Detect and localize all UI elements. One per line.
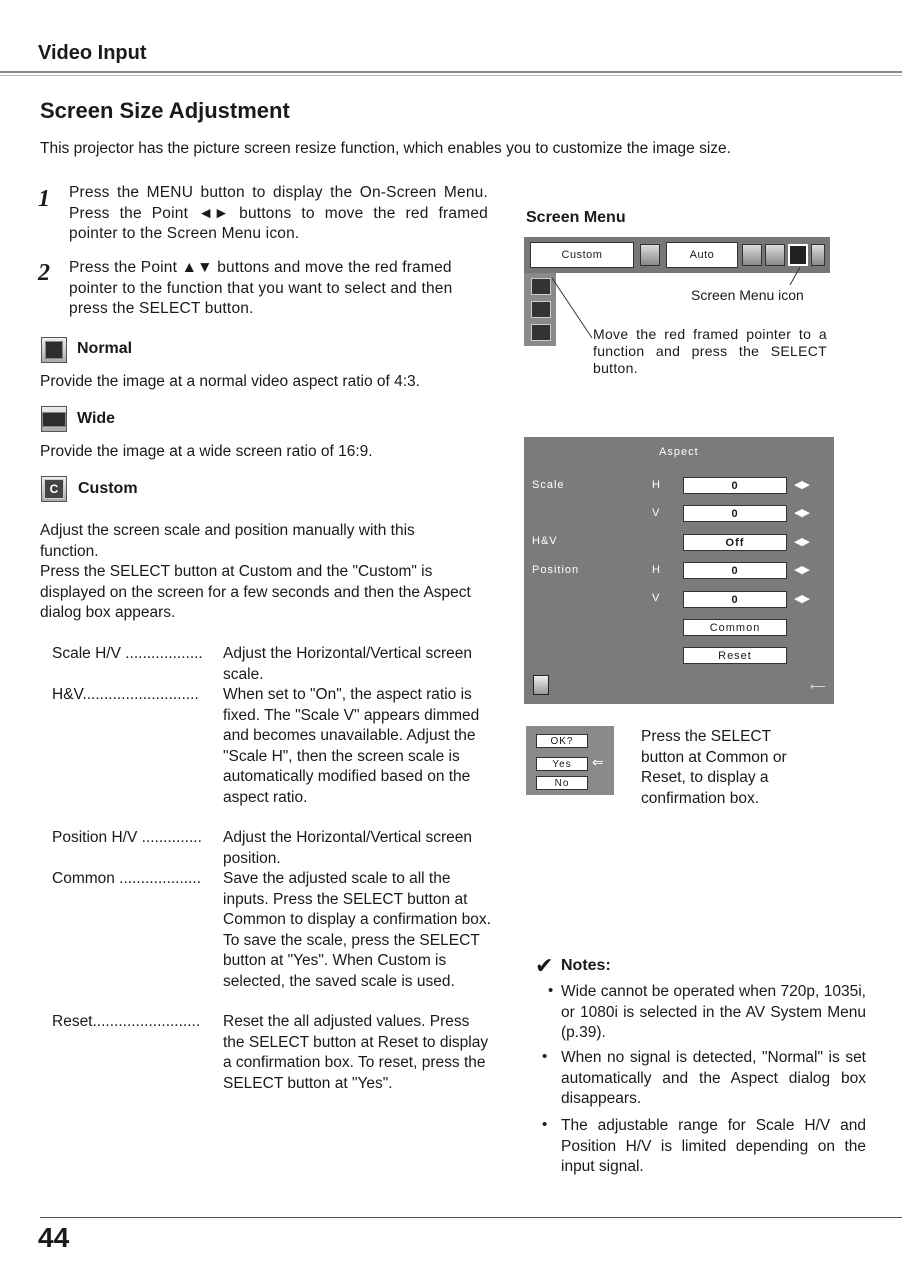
- def-term-hv: H&V...........................: [52, 686, 199, 703]
- pointer-callout: Move the red framed pointer to a function and press the SELECT button.: [593, 326, 827, 376]
- custom-menu-button[interactable]: Custom: [530, 242, 634, 268]
- color-icon: [742, 244, 762, 266]
- confirm-box: [526, 726, 614, 795]
- def-body-scale: Adjust the Horizontal/Vertical screen scale.: [223, 645, 472, 683]
- exit-icon[interactable]: [533, 675, 549, 695]
- step-1-number: 1: [38, 186, 50, 212]
- scale-v-field[interactable]: 0: [683, 505, 787, 522]
- def-body-reset: Reset the all adjusted values. Press the SELECT button at Reset to display a confirmation box. To reset, press the SELECT button at "Yes".: [223, 1013, 489, 1092]
- header-rule-thin: [0, 75, 902, 76]
- auto-menu-button[interactable]: Auto: [666, 242, 738, 268]
- custom-icon: C: [41, 476, 67, 502]
- setting-icon: [811, 244, 825, 266]
- confirm-caption: Press the SELECT button at Common or Reset, to display a confirmation box.: [641, 728, 787, 807]
- position-label: Position: [532, 564, 580, 576]
- custom-label: Custom: [78, 480, 138, 497]
- page-title: Screen Size Adjustment: [40, 98, 290, 123]
- reset-button[interactable]: Reset: [683, 647, 787, 664]
- no-button[interactable]: No: [536, 776, 588, 790]
- def-body-hv: When set to "On", the aspect ratio is fixed. The "Scale V" appears dimmed and becomes unavailable. Adjust the "Scale H", then the screen scale is automatically modified based on the aspect ratio.: [223, 686, 480, 806]
- common-button[interactable]: Common: [683, 619, 787, 636]
- hv-label: H&V: [532, 535, 558, 547]
- custom-desc-2: Press the SELECT button at Custom and the "Custom" is displayed on the screen for a few seconds and then the Aspect dialog box appears.: [40, 563, 471, 621]
- normal-icon: [41, 337, 67, 363]
- def-term-position: Position H/V ..............: [52, 829, 202, 846]
- scale-h-field[interactable]: 0: [683, 477, 787, 494]
- custom-desc-1: Adjust the screen scale and position manually with this function.: [40, 522, 415, 560]
- screen-menu-heading: Screen Menu: [526, 209, 626, 226]
- scale-h-label: H: [652, 479, 661, 491]
- note-3: The adjustable range for Scale H/V and Position H/V is limited depending on the input signal.: [561, 1117, 866, 1175]
- def-term-common: Common ...................: [52, 870, 202, 887]
- def-term-reset: Reset.........................: [52, 1013, 201, 1030]
- step-1-text: Press the MENU button to display the On-Screen Menu. Press the Point ◄► buttons to move the red framed pointer to the Screen Menu icon.: [69, 184, 488, 242]
- aspect-title: Aspect: [659, 446, 699, 458]
- hv-field[interactable]: Off: [683, 534, 787, 551]
- pointer-arrow-icon: ⇐: [592, 754, 604, 770]
- ok-label: OK?: [536, 734, 588, 748]
- position-v-label: V: [652, 592, 661, 604]
- yes-button[interactable]: Yes: [536, 757, 588, 771]
- normal-label: Normal: [77, 340, 133, 357]
- step-2-text: Press the Point ▲▼ buttons and move the red framed pointer to the function that you want to select and then press the SELECT button.: [69, 259, 453, 317]
- section-title: Video Input: [38, 42, 147, 64]
- def-body-position: Adjust the Horizontal/Vertical screen position.: [223, 829, 472, 867]
- scale-v-label: V: [652, 507, 661, 519]
- header-rule: [0, 71, 902, 73]
- position-h-label: H: [652, 564, 661, 576]
- checkmark-icon: ✔: [535, 953, 554, 978]
- def-term-scale: Scale H/V ..................: [52, 645, 203, 662]
- note-3-bullet: •: [542, 1116, 548, 1133]
- note-2: When no signal is detected, "Normal" is set automatically and the Aspect dialog box disappears.: [561, 1049, 866, 1107]
- screen-menu-icon-callout: Screen Menu icon: [691, 287, 804, 303]
- scale-label: Scale: [532, 479, 565, 491]
- note-1-bullet: •: [548, 982, 554, 999]
- scale-h-arrows[interactable]: ◀▶: [794, 479, 809, 491]
- normal-desc: Provide the image at a normal video aspect ratio of 4:3.: [40, 373, 420, 390]
- notes-title: Notes:: [561, 957, 611, 974]
- hv-arrows[interactable]: ◀▶: [794, 536, 809, 548]
- scale-v-arrows[interactable]: ◀▶: [794, 507, 809, 519]
- position-v-field[interactable]: 0: [683, 591, 787, 608]
- back-arrow-icon: ⟵: [810, 681, 826, 693]
- step-2-number: 2: [38, 260, 50, 286]
- image-adjust-icon: [765, 244, 785, 266]
- footer-rule: [40, 1217, 902, 1218]
- def-body-common: Save the adjusted scale to all the inputs. Press the SELECT button at Common to display a confirmation box. To save the scale, press the SELECT button at "Yes". When Custom is selected, the saved scale is used.: [223, 870, 491, 990]
- wide-desc: Provide the image at a wide screen ratio of 16:9.: [40, 443, 373, 460]
- position-v-arrows[interactable]: ◀▶: [794, 593, 809, 605]
- intro-text: This projector has the picture screen resize function, which enables you to customize the image size.: [40, 140, 731, 157]
- screen-menu-icon[interactable]: [788, 244, 808, 266]
- position-h-field[interactable]: 0: [683, 562, 787, 579]
- note-2-bullet: •: [542, 1048, 548, 1065]
- position-h-arrows[interactable]: ◀▶: [794, 564, 809, 576]
- note-1: Wide cannot be operated when 720p, 1035i, or 1080i is selected in the AV System Menu (p.39).: [561, 983, 866, 1041]
- wide-label: Wide: [77, 410, 116, 427]
- wide-icon: [41, 406, 67, 432]
- aspect-dialog: [524, 437, 834, 704]
- page-number: 44: [38, 1222, 70, 1253]
